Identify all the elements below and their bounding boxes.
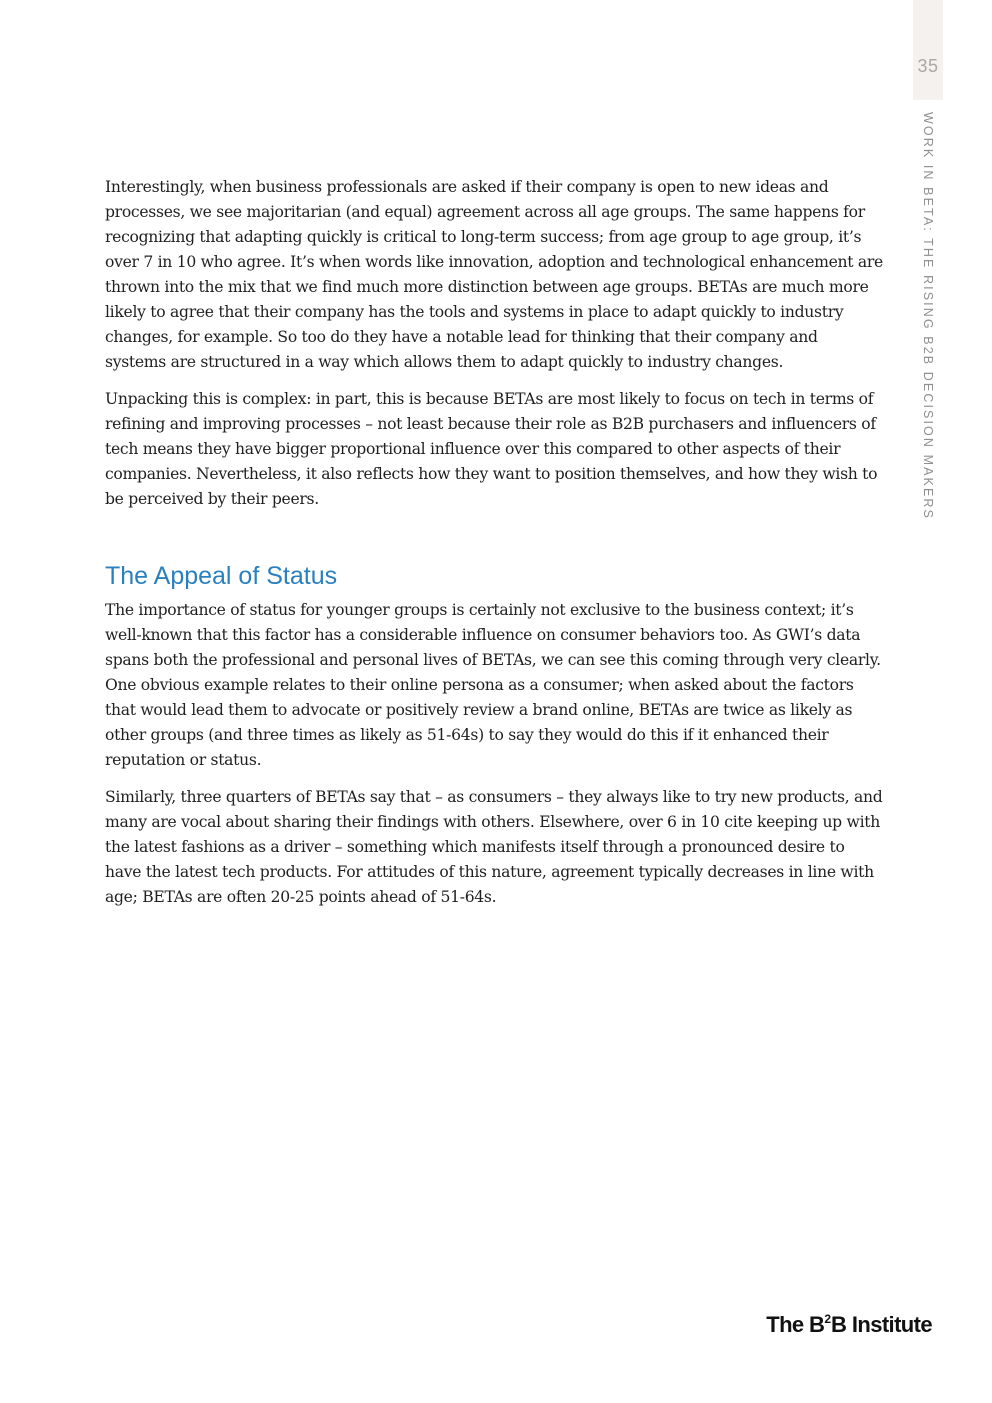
section-heading: The Appeal of Status — [105, 562, 338, 590]
logo-superscript: 2 — [824, 1312, 832, 1326]
logo-prefix: The B — [766, 1312, 825, 1337]
section-paragraph-2: Similarly, three quarters of BETAs say that – as consumers – they always like to try new products, and many are vocal about sharing their findings with others. Elsewhere, over 6 in 10 cite keeping up with the latest fashions as a driver – something which manifests itself through a pronounced desire to have the latest tech products. For attitudes of this nature, agreement typically decreases in line with age; BETAs are often 20-25 points ahead of 51-64s. — [105, 788, 883, 906]
body-paragraph-1: Interestingly, when business professionals are asked if their company is open to new ideas and processes, we see majoritarian (and equal) agreement across all age groups. The same happens for recognizing that adapting quickly is critical to long-term success; from age group to age group, it’s over 7 in 10 who agree. It’s when words like innovation, adoption and technological enhancement are thrown into the mix that we find much more distinction between age groups. BETAs are much more likely to agree that their company has the tools and systems in place to adapt quickly to industry changes, for example. So too do they have a notable lead for thinking that their company and systems are structured in a way which allows them to adapt quickly to industry changes. — [105, 178, 883, 371]
main-content — [105, 175, 883, 922]
logo-suffix: B Institute — [831, 1312, 932, 1337]
running-title: WORK IN BETA: THE RISING B2B DECISION MAKERS — [921, 112, 935, 520]
b2b-institute-logo — [766, 1312, 932, 1338]
body-paragraph-2: Unpacking this is complex: in part, this is because BETAs are most likely to focus on tech in terms of refining and improving processes – not least because their role as B2B purchasers and influencers of tech means they have bigger proportional influence over this compared to other aspects of their companies. Nevertheless, it also reflects how they want to position themselves, and how they wish to be perceived by their peers. — [105, 390, 878, 508]
section-paragraph-1: The importance of status for younger groups is certainly not exclusive to the business context; it’s well-known that this factor has a considerable influence on consumer behaviors too. As GWI’s data spans both the professional and personal lives of BETAs, we can see this coming through very clearly. One obvious example relates to their online persona as a consumer; when asked about the factors that would lead them to advocate or positively review a brand online, BETAs are twice as likely as other groups (and three times as likely as 51-64s) to say they would do this if it enhanced their reputation or status. — [105, 601, 881, 769]
page-number-tab — [913, 0, 943, 100]
page-number: 35 — [917, 56, 939, 76]
